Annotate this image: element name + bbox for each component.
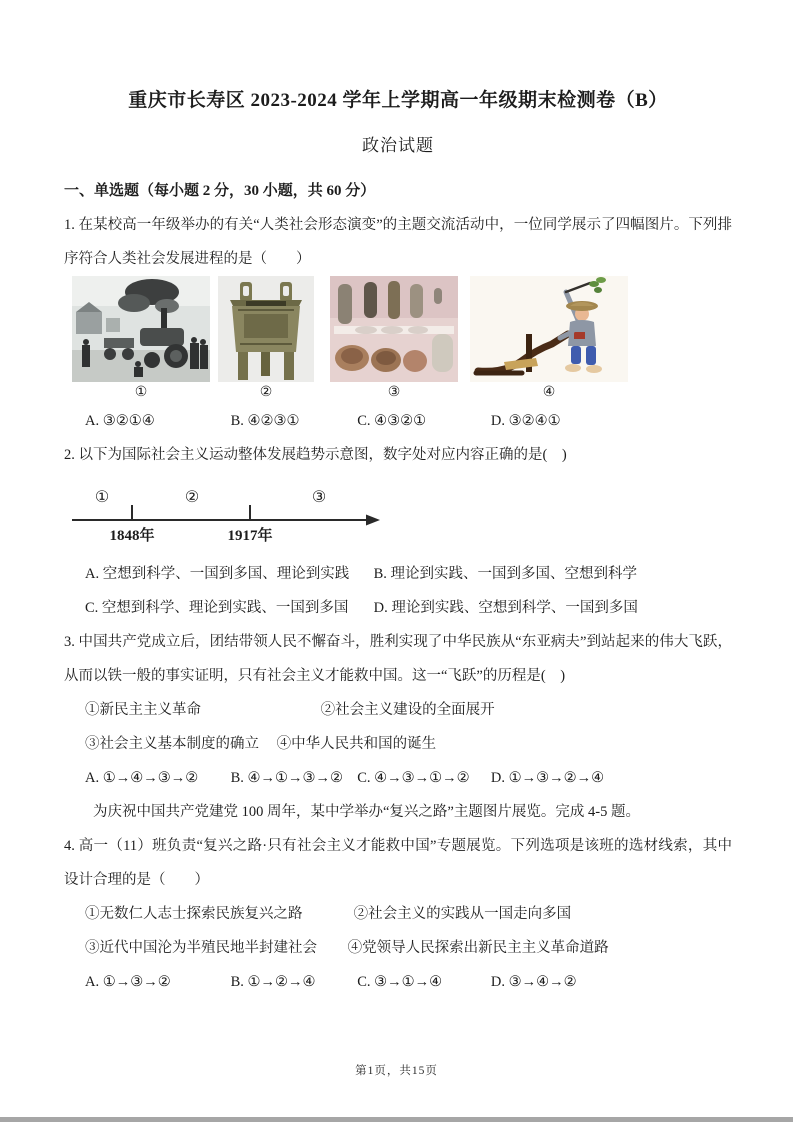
timeline-icon (64, 480, 394, 546)
q4-option-a: A. ①→③→② (85, 974, 171, 990)
q4-5-lead-in: 为庆祝中国共产党建党 100 周年，某中学举办“复兴之路”主题图片展览。完成 4-5 题。 (93, 804, 640, 820)
q4-option-c: C. ③→①→④ (357, 974, 443, 990)
section-heading: 一、单选题（每小题 2 分，30 小题，共 60 分） (64, 183, 376, 199)
q3-option-d: D. ①→③→②→④ (490, 770, 605, 786)
q3-options-row (64, 761, 732, 795)
q4-items-row-1 (64, 897, 732, 931)
q1-option-b: B. ④②③① (230, 413, 300, 429)
timeline-year-1848: 1848年 (109, 528, 155, 544)
q1-figure-4 (470, 276, 628, 404)
q1-option-c: C. ④③②① (357, 413, 427, 429)
q1-figure-row (64, 276, 732, 404)
question-1-text: 1. 在某校高一年级举办的有关“人类社会形态演变”的主题交流活动中，一位同学展示了四幅图片。下列排序符合人类社会发展进程的是（ ） (64, 217, 732, 267)
q2-options-row-1 (64, 557, 732, 591)
q1-figure-3-label: ③ (387, 385, 401, 400)
q1-figure-4-label: ④ (542, 385, 556, 400)
q4-options-row (64, 965, 732, 999)
q1-figure-2-label: ② (259, 385, 273, 400)
q4-items-row-2 (64, 931, 732, 965)
q1-option-d: D. ③②④① (490, 413, 561, 429)
q1-figure-1 (72, 276, 210, 404)
q2-option-c: C. 空想到科学、理论到实践、一国到多国 (85, 600, 349, 616)
q3-option-c: C. ④→③→①→② (357, 770, 470, 786)
q4-option-b: B. ①→②→④ (230, 974, 316, 990)
q4-option-d: D. ③→④→② (490, 974, 577, 990)
q4-item-1: ①无数仁人志士探索民族复兴之路 (85, 906, 303, 922)
q1-option-a: A. ③②①④ (85, 413, 155, 429)
q2-option-d: D. 理论到实践、空想到科学、一国到多国 (373, 600, 638, 616)
q3-item-2: ②社会主义建设的全面展开 (320, 702, 495, 718)
question-2-text: 2. 以下为国际社会主义运动整体发展趋势示意图，数字处对应内容正确的是( ) (64, 447, 567, 463)
q3-option-b: B. ④→①→③→② (230, 770, 344, 786)
q2-option-b: B. 理论到实践、一国到多国、空想到科学 (373, 566, 638, 582)
timeline-label-2: ② (184, 489, 200, 506)
q3-items-row-1 (64, 693, 732, 727)
q2-option-a: A. 空想到科学、一国到多国、理论到实践 (85, 566, 350, 582)
q1-figure-1-label: ① (134, 385, 148, 400)
question-4-text: 4. 高一（11）班负责“复兴之路·只有社会主义才能救中国”专题展览。下列选项是该班的选材线索，其中设计合理的是（ ） (64, 838, 732, 888)
q3-item-3: ③社会主义基本制度的确立 (85, 736, 259, 752)
q3-item-1: ①新民主主义革命 (85, 702, 201, 718)
q3-item-4: ④中华人民共和国的诞生 (276, 736, 437, 752)
timeline-label-1: ① (94, 489, 110, 506)
farmer-with-wooden-plow-icon (470, 276, 628, 382)
exam-title: 重庆市长寿区 2023-2024 学年上学期高一年级期末检测卷（B） (128, 90, 668, 111)
steam-locomotive-painting-icon (72, 276, 210, 382)
q3-items-row-2 (64, 727, 732, 761)
viewer-bottom-bar (0, 1117, 793, 1122)
bronze-ding-vessel-icon (218, 276, 314, 382)
timeline-year-1917: 1917年 (227, 528, 273, 544)
q4-item-3: ③近代中国沦为半殖民地半封建社会 (85, 940, 317, 956)
q3-option-a: A. ①→④→③→② (85, 770, 199, 786)
q1-figure-3 (330, 276, 458, 404)
timeline-label-3: ③ (311, 489, 327, 506)
q4-item-4: ④党领导人民探索出新民主主义革命道路 (347, 940, 609, 956)
q2-timeline-diagram (64, 480, 732, 551)
q4-item-2: ②社会主义的实践从一国走向多国 (353, 906, 572, 922)
q2-options-row-2 (64, 591, 732, 625)
question-3-text: 3. 中国共产党成立后，团结带领人民不懈奋斗，胜利实现了中华民族从“东亚病夫”到站起来的伟大飞跃，从而以铁一般的事实证明，只有社会主义才能救中国。这一“飞跃”的历程是( ) (64, 634, 732, 684)
q1-options-row (64, 404, 732, 438)
q1-figure-2 (218, 276, 314, 404)
page-content (64, 0, 732, 999)
stone-tools-museum-display-icon (330, 276, 458, 382)
exam-subject: 政治试题 (362, 136, 434, 155)
page-number-footer: 第1页，共15页 (355, 1065, 438, 1077)
